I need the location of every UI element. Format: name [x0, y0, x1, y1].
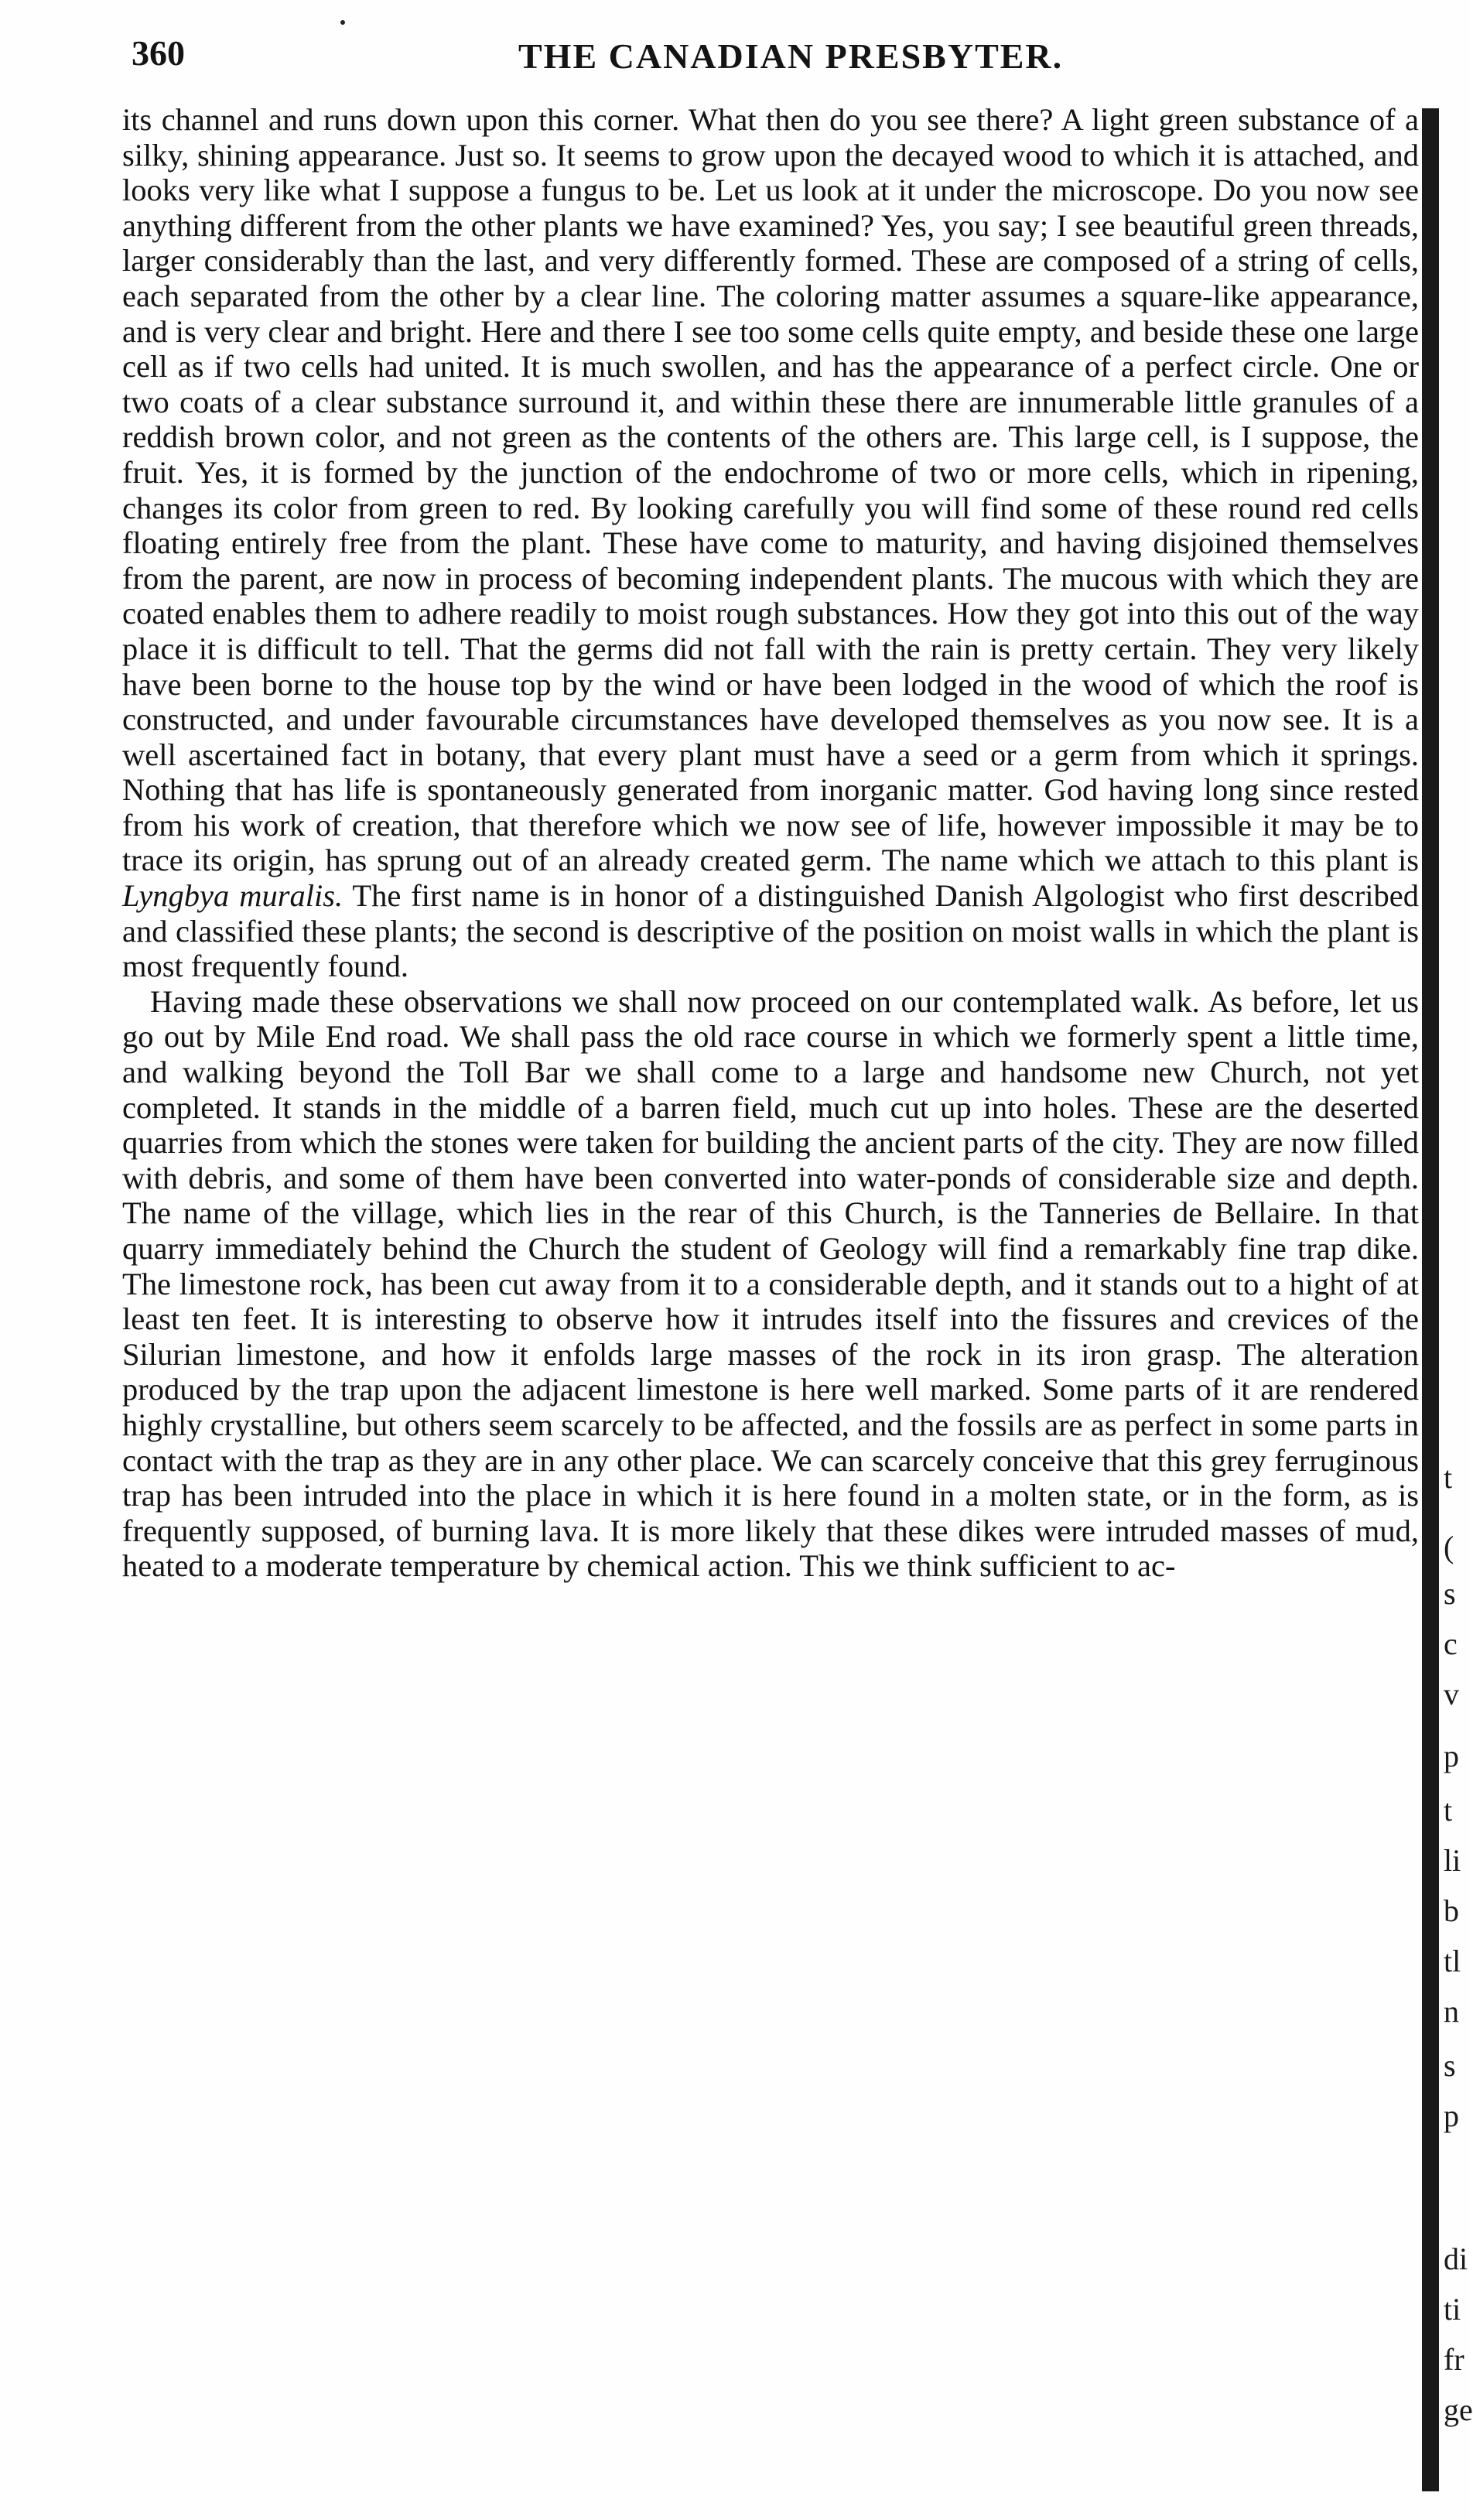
- margin-fragment: p: [1444, 2098, 1459, 2133]
- paragraph-lyngbya: [122, 102, 1419, 984]
- margin-fragment: p: [1444, 1739, 1459, 1773]
- binding-edge-shadow: [1422, 108, 1439, 2491]
- margin-fragment: b: [1444, 1893, 1459, 1928]
- margin-fragment: li: [1444, 1843, 1461, 1878]
- facing-page-fragments: [1441, 1455, 1473, 2460]
- margin-fragment: s: [1444, 1576, 1456, 1611]
- margin-fragment: c: [1444, 1626, 1458, 1661]
- margin-fragment: ti: [1444, 2292, 1461, 2327]
- margin-fragment: di: [1444, 2241, 1468, 2276]
- margin-fragment: (: [1444, 1530, 1454, 1564]
- paragraph-1-text: its channel and runs down upon this corner. What then do you see there? A light green substance of a silky, shining appearance. Just so. It seems to grow upon the decayed wood to which it is attached, and looks very like what I suppose a fungus to be. Let us look at it under the microscope. Do you now see anything different from the other plants we have examined? Yes, you say; I see beautiful green threads, larger considerably than the last, and very differently formed. These are composed of a string of cells, each separated from the other by a clear line. The coloring matter assumes a square-like appearance, and is very clear and bright. Here and there I see too some cells quite empty, and beside these one large cell as if two cells had united. It is much swollen, and has the appearance of a perfect circle. One or two coats of a clear substance surround it, and within these there are innumerable little granules of a reddish brown color, and not green as the contents of the others are. This large cell, is I suppose, the fruit. Yes, it is formed by the junction of the endochrome of two or more cells, which in ripening, changes its color from green to red. By looking carefully you will find some of these round red cells floating entirely free from the plant. These have come to maturity, and having disjoined themselves from the parent, are now in process of becoming independent plants. The mucous with which they are coated enables them to adhere readily to moist rough substances. How they got into this out of the way place it is difficult to tell. That the germs did not fall with the rain is pretty certain. They very likely have been borne to the house top by the wind or have been lodged in the wood of which the roof is constructed, and under favourable circumstances have developed themselves as you now see. It is a well ascertained fact in botany, that every plant must have a seed or a germ from which it springs. Nothing that has life is spontaneously generated from inorganic matter. God having long since rested from his work of creation, that therefore which we now see of life, however impossible it may be to trace its origin, has sprung out of an already created germ. The name which we attach to this plant is: [122, 102, 1419, 878]
- species-name: Lyngbya muralis.: [122, 878, 343, 914]
- margin-fragment: t: [1444, 1460, 1453, 1495]
- running-title: THE CANADIAN PRESBYTER.: [518, 36, 1064, 76]
- paragraph-1-tail: The first name is in honor of a distinguished Danish Algologist who first described and classified these plants; the second is descriptive of the position on moist walls in which the plant is most frequently found.: [122, 878, 1419, 984]
- page-header: [116, 23, 1431, 85]
- margin-fragment: s: [1444, 2048, 1456, 2083]
- margin-fragment: tl: [1444, 1944, 1461, 1978]
- margin-fragment: fr: [1444, 2342, 1464, 2377]
- margin-fragment: t: [1444, 1793, 1453, 1828]
- margin-fragment: ge: [1444, 2392, 1473, 2427]
- margin-fragment: n: [1444, 1994, 1459, 2029]
- margin-fragment: v: [1444, 1677, 1459, 1711]
- page-number: 360: [132, 33, 185, 73]
- paragraph-2-text: Having made these observations we shall now proceed on our contemplated walk. As before, let us go out by Mile End road. We shall pass the old race course in which we formerly spent a little time, and walking beyond the Toll Bar we shall come to a large and handsome new Church, not yet completed. It stands in the middle of a barren field, much cut up into holes. These are the deserted quarries from which the stones were taken for building the ancient parts of the city. They are now filled with debris, and some of them have been converted into water-ponds of considerable size and depth. The name of the village, which lies in the rear of this Church, is the Tanneries de Bellaire. In that quarry immediately behind the Church the student of Geology will find a remarkably fine trap dike. The limestone rock, has been cut away from it to a considerable depth, and it stands out to a hight of at least ten feet. It is interesting to observe how it intrudes itself into the fissures and crevices of the Silurian limestone, and how it enfolds large masses of the rock in its iron grasp. The alteration produced by the trap upon the adjacent limestone is here well marked. Some parts of it are rendered highly crystalline, but others seem scarcely to be affected, and the fossils are as perfect in some parts in contact with the trap as they are in any other place. We can scarcely conceive that this grey ferruginous trap has been intruded into the place in which it is here found in a molten state, or in the form, as is frequently supposed, of burning lava. It is more likely that these dikes were intruded masses of mud, heated to a moderate temperature by chemical action. This we think sufficient to ac-: [122, 983, 1419, 1584]
- article-body: [122, 102, 1419, 1584]
- paragraph-walk: [122, 984, 1419, 1584]
